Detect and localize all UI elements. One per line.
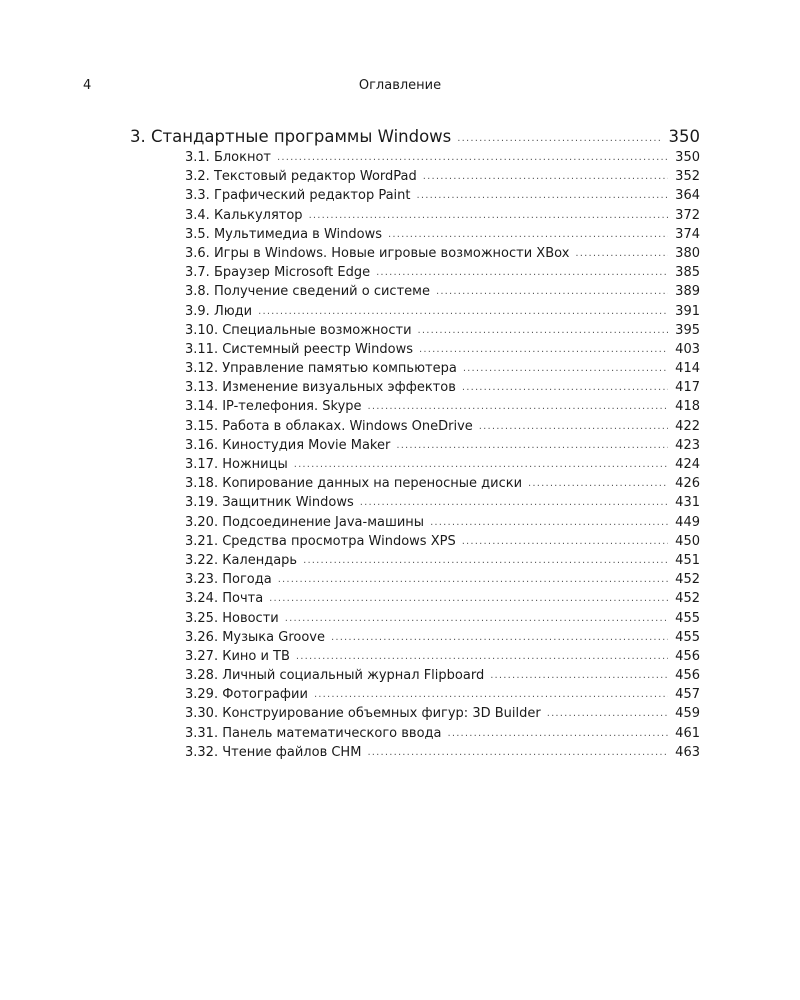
entry-page: 403 <box>675 341 700 357</box>
dot-leader <box>314 685 668 704</box>
entry-page: 372 <box>675 207 700 223</box>
toc-entry[interactable] <box>185 551 700 570</box>
entry-page: 456 <box>675 648 700 664</box>
entry-page: 426 <box>675 476 700 492</box>
entry-page: 385 <box>675 265 700 281</box>
entry-page: 463 <box>675 744 700 760</box>
page-number: 4 <box>83 78 92 93</box>
dot-leader <box>303 551 668 570</box>
toc-entry[interactable] <box>185 589 700 608</box>
dot-leader <box>462 378 668 397</box>
entry-page: 414 <box>675 361 700 377</box>
toc-entry[interactable] <box>185 666 700 685</box>
entry-title: 3.22. Календарь <box>185 552 298 568</box>
entry-title: 3.25. Новости <box>185 610 279 626</box>
dot-leader <box>294 455 668 474</box>
running-head: Оглавление <box>358 78 442 93</box>
dot-leader <box>331 628 668 647</box>
dot-leader <box>457 128 660 150</box>
table-of-contents <box>130 126 700 762</box>
toc-entry[interactable] <box>185 685 700 704</box>
dot-leader <box>368 397 668 416</box>
entry-title: 3.29. Фотографии <box>185 687 308 703</box>
entry-page: 424 <box>675 457 700 472</box>
entry-page: 455 <box>675 610 700 626</box>
entry-title: 3.13. Изменение визуальных эффектов <box>185 380 456 396</box>
entry-title: 3.3. Графический редактор Paint <box>185 188 411 204</box>
toc-entry[interactable] <box>185 743 700 762</box>
toc-entry[interactable] <box>185 532 700 551</box>
dot-leader <box>479 417 668 436</box>
dot-leader <box>417 186 669 205</box>
entry-page: 423 <box>675 437 700 453</box>
entry-page: 418 <box>675 399 700 415</box>
entry-page: 374 <box>675 226 700 242</box>
dot-leader <box>436 282 668 301</box>
dot-leader <box>376 263 668 282</box>
toc-entry[interactable] <box>185 263 700 282</box>
toc-entry[interactable] <box>185 417 700 436</box>
entry-page: 352 <box>675 169 700 185</box>
entry-title: 3.11. Системный реестр Windows <box>185 341 413 357</box>
entry-title: 3.28. Личный социальный журнал Flipboard <box>185 668 485 684</box>
toc-entry[interactable] <box>185 340 700 359</box>
entry-page: 417 <box>675 380 700 396</box>
toc-entry[interactable] <box>185 609 700 628</box>
dot-leader <box>423 167 668 186</box>
dot-leader <box>296 647 668 666</box>
entry-title: 3.15. Работа в облаках. Windows OneDrive <box>185 418 473 434</box>
entry-title: 3.9. Люди <box>185 303 253 319</box>
dot-leader <box>462 532 668 551</box>
dot-leader <box>396 436 668 455</box>
dot-leader <box>575 244 668 263</box>
entry-page: 380 <box>675 245 700 261</box>
entry-page: 422 <box>675 418 700 434</box>
toc-entry[interactable] <box>185 244 700 263</box>
entry-title: 3.17. Ножницы <box>185 457 288 472</box>
toc-entry[interactable] <box>185 628 700 647</box>
toc-entry[interactable] <box>185 206 700 225</box>
toc-entry[interactable] <box>185 148 700 167</box>
entry-title: 3.8. Получение сведений о системе <box>185 284 430 300</box>
entry-page: 455 <box>675 629 700 645</box>
entry-title: 3.14. IP-телефония. Skype <box>185 399 362 415</box>
entry-page: 389 <box>675 284 700 300</box>
entry-title: 3.24. Почта <box>185 591 264 607</box>
entry-title: 3.7. Браузер Microsoft Edge <box>185 265 371 281</box>
dot-leader <box>528 474 668 493</box>
dot-leader <box>547 704 668 723</box>
dot-leader <box>360 493 668 512</box>
entry-title: 3.19. Защитник Windows <box>185 495 354 511</box>
toc-entry[interactable] <box>185 225 700 244</box>
toc-chapter[interactable] <box>130 126 700 148</box>
toc-entry[interactable] <box>185 378 700 397</box>
entry-page: 461 <box>675 725 700 741</box>
entry-page: 457 <box>675 687 700 703</box>
entry-title: 3.4. Калькулятор <box>185 207 303 223</box>
entry-title: 3.27. Кино и ТВ <box>185 648 290 664</box>
entry-page: 452 <box>675 591 700 607</box>
toc-entry[interactable] <box>185 513 700 532</box>
entry-title: 3.12. Управление памятью компьютера <box>185 361 457 377</box>
entry-title: 3.26. Музыка Groove <box>185 629 325 645</box>
dot-leader <box>490 666 668 685</box>
dot-leader <box>430 513 668 532</box>
entry-title: 3.30. Конструирование объемных фигур: 3D Builder <box>185 706 541 722</box>
toc-entry[interactable] <box>185 397 700 416</box>
entry-page: 459 <box>675 706 700 722</box>
entry-page: 452 <box>675 572 700 588</box>
entry-page: 350 <box>675 150 700 165</box>
entry-title: 3.1. Блокнот <box>185 150 271 165</box>
dot-leader <box>388 225 668 244</box>
dot-leader <box>285 609 668 628</box>
chapter-page: 350 <box>668 127 700 146</box>
toc-entry[interactable] <box>185 570 700 589</box>
entry-title: 3.20. Подсоединение Java-машины <box>185 514 425 530</box>
dot-leader <box>367 743 668 762</box>
entry-page: 451 <box>675 552 700 568</box>
entry-title: 3.10. Специальные возможности <box>185 322 412 338</box>
entry-page: 395 <box>675 322 700 338</box>
dot-leader <box>269 589 668 608</box>
toc-entry[interactable] <box>185 455 700 474</box>
entry-page: 450 <box>675 533 700 549</box>
entry-page: 431 <box>675 495 700 511</box>
toc-entry[interactable] <box>185 186 700 205</box>
dot-leader <box>418 321 668 340</box>
entry-title: 3.31. Панель математического ввода <box>185 725 442 741</box>
dot-leader <box>277 148 668 167</box>
toc-entry[interactable] <box>185 704 700 723</box>
toc-entry[interactable] <box>185 493 700 512</box>
toc-entries <box>130 148 700 762</box>
dot-leader <box>258 302 668 321</box>
toc-entry[interactable] <box>185 474 700 493</box>
entry-page: 364 <box>675 188 700 204</box>
dot-leader <box>447 724 668 743</box>
entry-title: 3.6. Игры в Windows. Новые игровые возможности XBox <box>185 245 570 261</box>
entry-page: 449 <box>675 514 700 530</box>
entry-title: 3.2. Текстовый редактор WordPad <box>185 169 417 185</box>
toc-entry[interactable] <box>185 282 700 301</box>
entry-title: 3.18. Копирование данных на переносные диски <box>185 476 523 492</box>
entry-page: 456 <box>675 668 700 684</box>
toc-entry[interactable] <box>185 436 700 455</box>
toc-entry[interactable] <box>185 359 700 378</box>
chapter-title: 3. Стандартные программы Windows <box>130 127 452 146</box>
entry-title: 3.23. Погода <box>185 572 272 588</box>
toc-entry[interactable] <box>185 302 700 321</box>
toc-entry[interactable] <box>185 321 700 340</box>
entry-title: 3.5. Мультимедиа в Windows <box>185 226 383 242</box>
toc-entry[interactable] <box>185 724 700 743</box>
entry-title: 3.21. Средства просмотра Windows XPS <box>185 533 456 549</box>
dot-leader <box>309 206 668 225</box>
entry-title: 3.32. Чтение файлов CHM <box>185 744 362 760</box>
dot-leader <box>419 340 668 359</box>
toc-entry[interactable] <box>185 167 700 186</box>
entry-title: 3.16. Киностудия Movie Maker <box>185 437 391 453</box>
dot-leader <box>278 570 668 589</box>
dot-leader <box>463 359 668 378</box>
toc-entry[interactable] <box>185 647 700 666</box>
entry-page: 391 <box>675 303 700 319</box>
